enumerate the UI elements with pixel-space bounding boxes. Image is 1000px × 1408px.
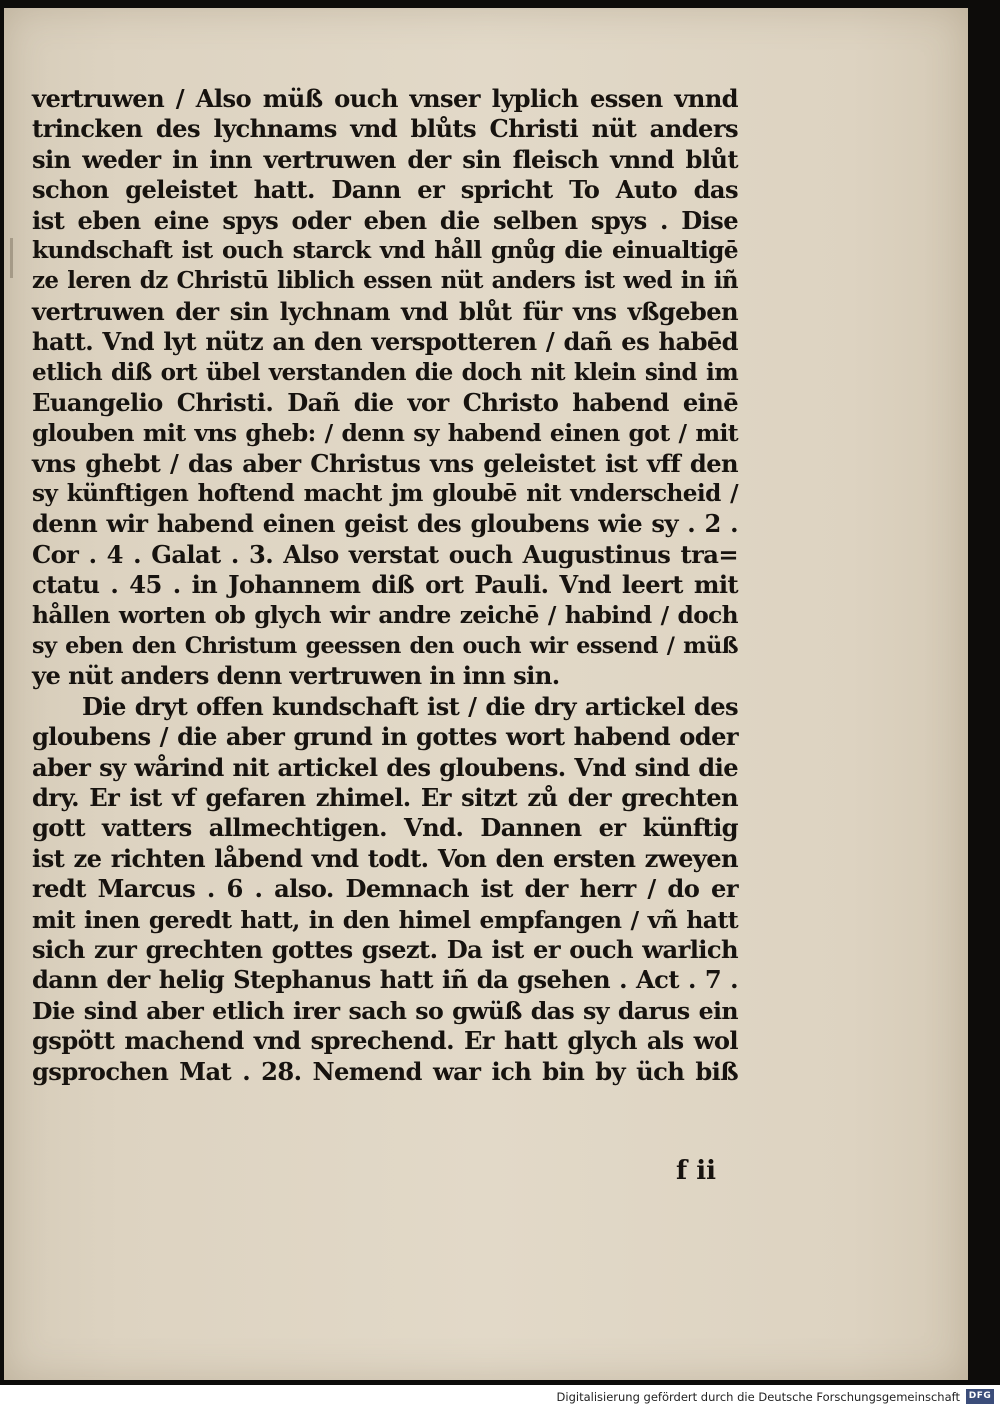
text-line: ye nüt anders denn vertruwen in inn sin. [32, 661, 560, 691]
text-line: kundschaft ist ouch starck vnd håll gnůg die einualtigē [32, 236, 738, 264]
text-line: vns ghebt / das aber Christus vns geleistet ist vff den [32, 448, 738, 478]
text-line: denn wir habend einen geist des gloubens wie sy . 2 . [32, 509, 738, 539]
gutter-mark [10, 238, 13, 278]
text-line: dann der helig Stephanus hatt iñ da gsehen . Act . 7 . [32, 965, 738, 995]
text-line: vertruwen der sin lychnam vnd blůt für vns vßgeben [32, 296, 738, 326]
text-line: hatt. Vnd lyt nütz an den verspotteren / dañ es habēd [32, 327, 738, 357]
signature-mark: f ii [676, 1156, 716, 1186]
text-line: aber sy wårind nit artickel des gloubens. Vnd sind die [32, 752, 738, 782]
text-line: sy eben den Christum geessen den ouch wir essend / müß [32, 633, 738, 660]
book-page [4, 8, 968, 1380]
text-line: Die sind aber etlich irer sach so gwüß das sy darus ein [32, 996, 738, 1025]
text-line: gsprochen Mat . 28. Nemend war ich bin by üch biß [32, 1056, 738, 1086]
text-line: dry. Er ist vf gefaren zhimel. Er sitzt zů der grechten [32, 782, 738, 812]
text-line: gspött machend vnd sprechend. Er hatt glych als wol [32, 1026, 738, 1056]
text-line: Die dryt offen kundschaft ist / die dry artickel des [82, 691, 738, 721]
text-line: vertruwen / Also müß ouch vnser lyplich essen vnnd [32, 84, 738, 113]
funding-footer [0, 1385, 1000, 1408]
text-line: ze leren dz Christū liblich essen nüt anders ist wed in iñ [32, 267, 738, 295]
text-line: gloubens / die aber grund in gottes wort habend oder [32, 722, 738, 752]
text-line: gott vatters allmechtigen. Vnd. Dannen er künftig [32, 813, 738, 843]
text-line: sin weder in inn vertruwen der sin fleisch vnnd blůt [32, 144, 738, 174]
text-line: redt Marcus . 6 . also. Demnach ist der herr / do er [32, 874, 738, 904]
dfg-logo: DFG [966, 1389, 994, 1404]
text-line: glouben mit vns gheb: / denn sy habend einen got / mit [32, 419, 738, 448]
text-line: sich zur grechten gottes gsezt. Da ist er ouch warlich [32, 934, 738, 964]
funding-credit: Digitalisierung gefördert durch die Deutsche Forschungsgemeinschaft [556, 1390, 960, 1404]
text-line: hållen worten ob glych wir andre zeichē / habind / doch [32, 601, 738, 629]
text-line: ctatu . 45 . in Johannem diß ort Pauli. Vnd leert mit [32, 570, 738, 600]
text-line: etlich diß ort übel verstanden die doch nit klein sind im [32, 358, 738, 386]
page-text-block [32, 84, 738, 1087]
text-line: ist ze richten låbend vnd todt. Von den ersten zweyen [32, 843, 738, 873]
text-line: schon geleistet hatt. Dann er spricht To Auto das [32, 175, 738, 205]
text-line: trincken des lychnams vnd blůts Christi nüt anders [32, 114, 738, 144]
text-line: ist eben eine spys oder eben die selben spys . Dise [32, 205, 738, 235]
text-line: Cor . 4 . Galat . 3. Also verstat ouch Augustinus tra= [32, 539, 738, 569]
text-line: mit inen geredt hatt, in den himel empfangen / vñ hatt [32, 905, 738, 934]
text-line: sy künftigen hoftend macht jm gloubē nit vnderscheid / [32, 480, 738, 508]
text-line: Euangelio Christi. Dañ die vor Christo habend einē [32, 387, 738, 417]
